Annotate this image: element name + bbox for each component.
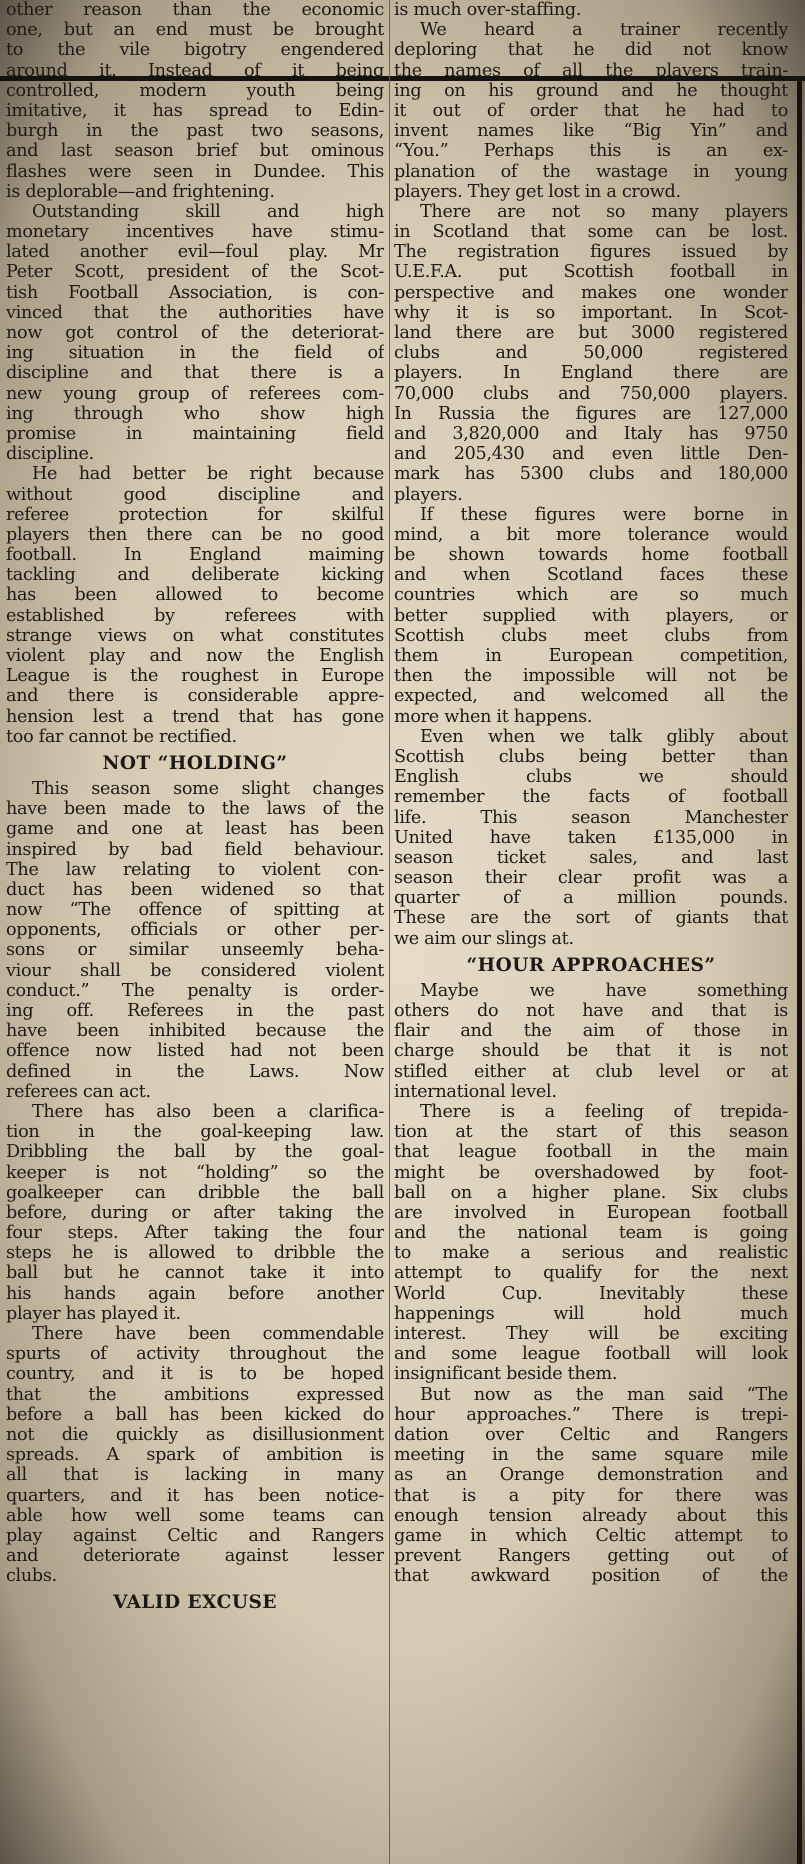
text-line: hension lest a trend that has gone bbox=[6, 706, 384, 727]
text-line: opponents, officials or other per- bbox=[6, 920, 384, 941]
text-line: violent play and now the English bbox=[6, 646, 384, 666]
text-line: promise in maintaining field bbox=[6, 423, 384, 444]
text-line: steps he is allowed to dribble the bbox=[6, 1243, 384, 1264]
text-line: referee protection for skilful bbox=[6, 504, 384, 525]
text-line: not die quickly as disillusionment bbox=[6, 1424, 384, 1445]
text-line: United have taken £135,000 in bbox=[394, 827, 788, 848]
text-line: have been inhibited because the bbox=[6, 1021, 384, 1042]
text-line: without good discipline and bbox=[6, 484, 384, 505]
text-line: play against Celtic and Rangers bbox=[6, 1525, 384, 1546]
text-line: insignificant beside them. bbox=[394, 1364, 618, 1385]
text-line: established by referees with bbox=[6, 605, 384, 626]
text-line: attempt to qualify for the next bbox=[394, 1263, 788, 1284]
text-line: prevent Rangers getting out of bbox=[394, 1546, 788, 1567]
text-line: to make a serious and realistic bbox=[394, 1243, 788, 1264]
text-line: his hands again before another bbox=[6, 1283, 384, 1304]
text-line: ing through who show high bbox=[6, 403, 384, 424]
text-line: There are not so many players bbox=[420, 201, 788, 222]
section-heading: NOT “HOLDING” bbox=[102, 752, 288, 774]
text-line: ing off. Referees in the past bbox=[6, 1001, 384, 1021]
text-line: Even when we talk glibly about bbox=[420, 726, 788, 747]
text-line: vinced that the authorities have bbox=[6, 302, 384, 323]
text-line: World Cup. Inevitably these bbox=[394, 1283, 788, 1304]
text-line: player has played it. bbox=[6, 1303, 181, 1324]
text-line: interest. They will be exciting bbox=[394, 1324, 788, 1344]
text-line: sons or similar unseemly beha- bbox=[6, 940, 384, 961]
text-line: all that is lacking in many bbox=[6, 1465, 384, 1486]
text-line: The registration figures issued by bbox=[394, 242, 788, 263]
text-line: goalkeeper can dribble the ball bbox=[6, 1182, 384, 1203]
text-line: We heard a trainer recently bbox=[420, 20, 788, 41]
text-line: tackling and deliberate kicking bbox=[6, 565, 384, 586]
text-line: “You.” Perhaps this is an ex- bbox=[394, 141, 788, 162]
text-line: now got control of the deteriorat- bbox=[6, 323, 384, 343]
text-line: defined in the Laws. Now bbox=[6, 1061, 384, 1082]
section-heading: “HOUR APPROACHES” bbox=[466, 954, 716, 976]
text-line: four steps. After taking the four bbox=[6, 1223, 384, 1244]
text-line: ing situation in the field of bbox=[6, 343, 384, 364]
text-line: charge should be that it is not bbox=[394, 1041, 788, 1062]
text-line: others do not have and that is bbox=[394, 1001, 788, 1021]
text-line: and last season brief but ominous bbox=[6, 141, 384, 162]
text-line: spreads. A spark of ambition is bbox=[6, 1445, 384, 1466]
text-line: and 3,820,000 and Italy has 9750 bbox=[394, 423, 788, 444]
text-line: There is a feeling of trepida- bbox=[420, 1101, 788, 1122]
text-line: imitative, it has spread to Edin- bbox=[6, 100, 384, 121]
text-line: better supplied with players, or bbox=[394, 605, 788, 626]
text-line: to the vile bigotry engendered bbox=[6, 40, 384, 61]
text-line: that league football in the main bbox=[394, 1142, 788, 1163]
text-line: one, but an end must be brought bbox=[6, 20, 384, 41]
text-line: and the national team is going bbox=[394, 1223, 788, 1244]
text-line: international level. bbox=[394, 1081, 557, 1102]
text-line: be shown towards home football bbox=[394, 545, 788, 566]
text-line: lated another evil—foul play. Mr bbox=[6, 242, 384, 263]
text-line: hour approaches.” There is trepi- bbox=[394, 1404, 788, 1425]
text-line: expected, and welcomed all the bbox=[394, 686, 788, 707]
text-line: life. This season Manchester bbox=[394, 807, 788, 828]
text-line: 70,000 clubs and 750,000 players. bbox=[394, 383, 788, 404]
text-line: English clubs we should bbox=[394, 767, 788, 788]
text-line: too far cannot be rectified. bbox=[6, 726, 237, 747]
text-line: duct has been widened so that bbox=[6, 879, 384, 900]
text-line: has been allowed to become bbox=[6, 585, 384, 606]
text-line: viour shall be considered violent bbox=[6, 960, 384, 981]
text-line: Scottish clubs meet clubs from bbox=[394, 625, 788, 646]
text-line: and deteriorate against lesser bbox=[6, 1546, 384, 1567]
text-line: Outstanding skill and high bbox=[32, 201, 384, 222]
text-line: quarter of a million pounds. bbox=[394, 888, 788, 909]
text-line: He had better be right because bbox=[32, 464, 384, 485]
article-column-left bbox=[6, 0, 384, 1864]
text-line: flashes were seen in Dundee. This bbox=[6, 161, 384, 182]
text-line: But now as the man said “The bbox=[420, 1384, 788, 1405]
text-line: League is the roughest in Europe bbox=[6, 666, 384, 687]
text-line: land there are but 3000 registered bbox=[394, 323, 788, 343]
text-line: game and one at least has been bbox=[6, 819, 384, 840]
text-line: them in European competition, bbox=[394, 646, 788, 666]
text-line: mind, a bit more tolerance would bbox=[394, 524, 788, 545]
text-line: Peter Scott, president of the Scot- bbox=[6, 262, 384, 283]
text-line: This season some slight changes bbox=[32, 778, 384, 799]
text-line: conduct.” The penalty is order- bbox=[6, 980, 384, 1001]
text-line: and some league football will look bbox=[394, 1344, 788, 1365]
text-line: is deplorable—and frightening. bbox=[6, 181, 275, 202]
text-line: and there is considerable appre- bbox=[6, 686, 384, 707]
column-divider bbox=[389, 0, 390, 1864]
text-line: are involved in European football bbox=[394, 1202, 788, 1223]
text-line: around it. Instead of it being bbox=[6, 60, 384, 81]
text-line: perspective and makes one wonder bbox=[394, 282, 788, 303]
text-line: There have been commendable bbox=[32, 1324, 384, 1344]
text-line: tion in the goal-keeping law. bbox=[6, 1122, 384, 1143]
text-line: countries which are so much bbox=[394, 585, 788, 606]
text-line: might be overshadowed by foot- bbox=[394, 1162, 788, 1183]
text-line: players then there can be no good bbox=[6, 524, 384, 545]
text-line: before, during or after taking the bbox=[6, 1202, 384, 1223]
text-line: invent names like “Big Yin” and bbox=[394, 121, 788, 142]
text-line: football. In England maiming bbox=[6, 545, 384, 566]
text-line: season ticket sales, and last bbox=[394, 847, 788, 868]
text-line: then the impossible will not be bbox=[394, 666, 788, 687]
text-line: Maybe we have something bbox=[420, 980, 788, 1001]
text-line: able how well some teams can bbox=[6, 1505, 384, 1526]
text-line: players. In England there are bbox=[394, 363, 788, 384]
text-line: enough tension already about this bbox=[394, 1505, 788, 1526]
text-line: deploring that he did not know bbox=[394, 40, 788, 61]
text-line: tish Football Association, is con- bbox=[6, 282, 384, 303]
text-line: happenings will hold much bbox=[394, 1303, 788, 1324]
text-line: clubs and 50,000 registered bbox=[394, 343, 788, 364]
text-line: There has also been a clarifica- bbox=[32, 1101, 384, 1122]
text-line: Scottish clubs being better than bbox=[394, 746, 788, 767]
text-line: why it is so important. In Scot- bbox=[394, 302, 788, 323]
text-line: before a ball has been kicked do bbox=[6, 1404, 384, 1425]
text-line: players. bbox=[394, 484, 463, 505]
text-line: discipline and that there is a bbox=[6, 363, 384, 384]
text-line: offence now listed had not been bbox=[6, 1041, 384, 1062]
text-line: it out of order that he had to bbox=[394, 100, 788, 121]
text-line: tion at the start of this season bbox=[394, 1122, 788, 1143]
text-line: Dribbling the ball by the goal- bbox=[6, 1142, 384, 1163]
text-line: as an Orange demonstration and bbox=[394, 1465, 788, 1486]
text-line: and 205,430 and even little Den- bbox=[394, 444, 788, 465]
text-line: new young group of referees com- bbox=[6, 383, 384, 404]
article-column-right bbox=[394, 0, 788, 1864]
text-line: spurts of activity throughout the bbox=[6, 1344, 384, 1365]
text-line: These are the sort of giants that bbox=[394, 908, 788, 929]
text-line: quarters, and it has been notice- bbox=[6, 1485, 384, 1506]
text-line: clubs. bbox=[6, 1566, 57, 1587]
text-line: that awkward position of the bbox=[394, 1566, 788, 1587]
text-line: in Scotland that some can be lost. bbox=[394, 222, 788, 243]
text-line: that is a pity for there was bbox=[394, 1485, 788, 1506]
text-line: and when Scotland faces these bbox=[394, 565, 788, 586]
text-line: monetary incentives have stimu- bbox=[6, 222, 384, 243]
text-line: strange views on what constitutes bbox=[6, 625, 384, 646]
text-line: the names of all the players train- bbox=[394, 60, 788, 81]
text-line: inspired by bad field behaviour. bbox=[6, 839, 384, 860]
text-line: now “The offence of spitting at bbox=[6, 900, 384, 921]
text-line: mark has 5300 clubs and 180,000 bbox=[394, 464, 788, 485]
text-line: that the ambitions expressed bbox=[6, 1384, 384, 1405]
text-line: have been made to the laws of the bbox=[6, 799, 384, 820]
text-line: planation of the wastage in young bbox=[394, 161, 788, 182]
text-line: dation over Celtic and Rangers bbox=[394, 1424, 788, 1445]
text-line: we aim our slings at. bbox=[394, 928, 574, 949]
text-line: stifled either at club level or at bbox=[394, 1061, 788, 1082]
text-line: ball on a higher plane. Six clubs bbox=[394, 1182, 788, 1203]
text-line: If these figures were borne in bbox=[420, 504, 788, 525]
text-line: other reason than the economic bbox=[6, 0, 384, 20]
text-line: referees can act. bbox=[6, 1081, 151, 1102]
text-line: controlled, modern youth being bbox=[6, 80, 384, 101]
text-line: remember the facts of football bbox=[394, 787, 788, 808]
text-line: ball but he cannot take it into bbox=[6, 1263, 384, 1284]
text-line: is much over-staffing. bbox=[394, 0, 582, 20]
box-rule-right bbox=[797, 76, 802, 1864]
text-line: keeper is not “holding” so the bbox=[6, 1162, 384, 1183]
text-line: ing on his ground and he thought bbox=[394, 80, 788, 101]
text-line: discipline. bbox=[6, 444, 94, 465]
text-line: meeting in the same square mile bbox=[394, 1445, 788, 1466]
text-line: more when it happens. bbox=[394, 706, 593, 727]
text-line: U.E.F.A. put Scottish football in bbox=[394, 262, 788, 283]
text-line: The law relating to violent con- bbox=[6, 859, 384, 880]
text-line: game in which Celtic attempt to bbox=[394, 1525, 788, 1546]
text-line: players. They get lost in a crowd. bbox=[394, 181, 681, 202]
text-line: season their clear profit was a bbox=[394, 868, 788, 889]
text-line: burgh in the past two seasons, bbox=[6, 121, 384, 142]
text-line: In Russia the figures are 127,000 bbox=[394, 403, 788, 424]
text-line: flair and the aim of those in bbox=[394, 1021, 788, 1042]
section-heading: VALID EXCUSE bbox=[113, 1592, 277, 1614]
text-line: country, and it is to be hoped bbox=[6, 1364, 384, 1385]
